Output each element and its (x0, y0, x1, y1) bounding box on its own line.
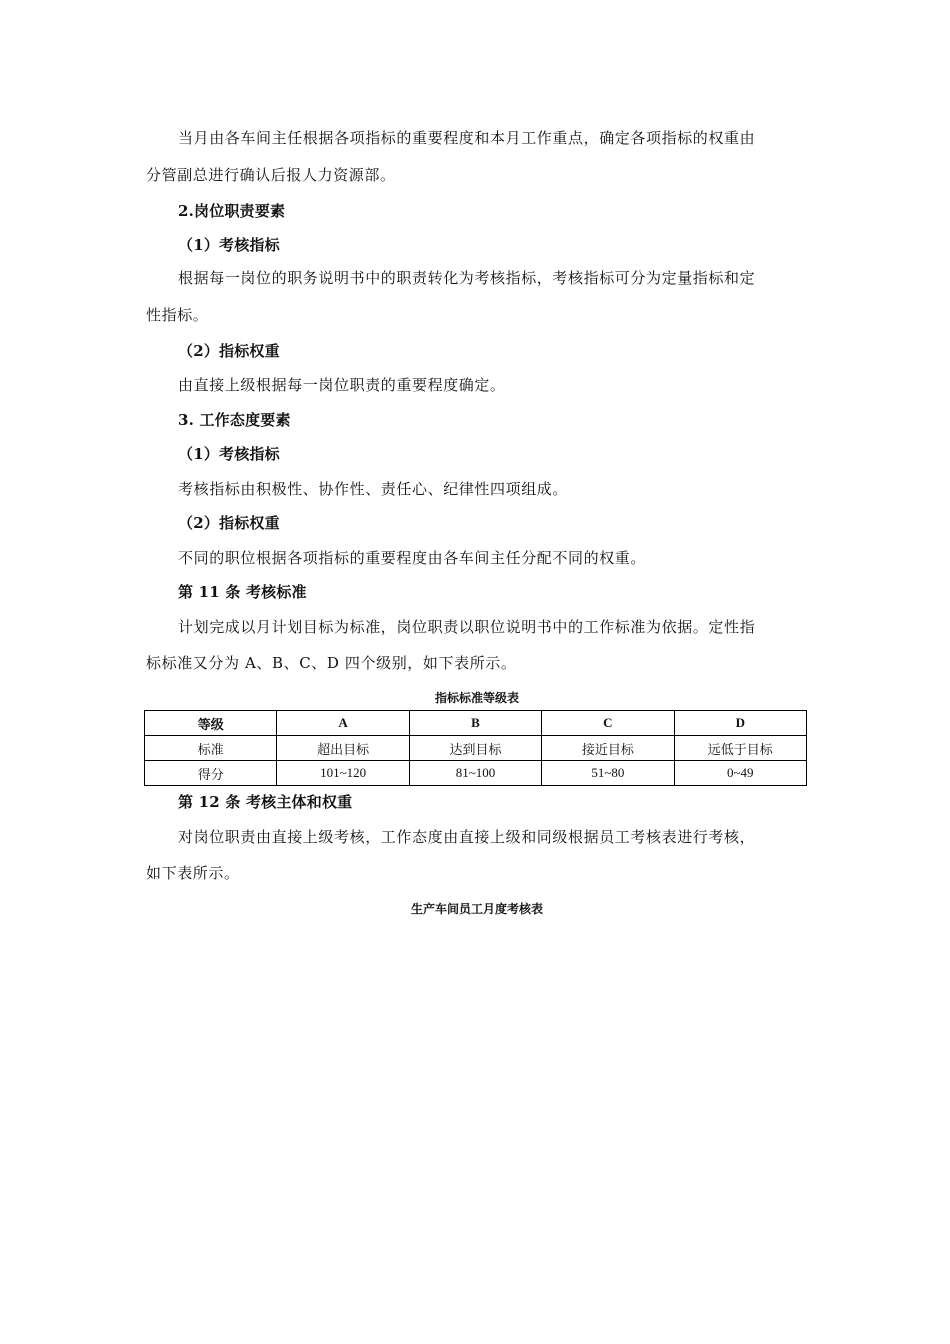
paragraph-line: 由直接上级根据每一岗位职责的重要程度确定。 (178, 376, 506, 394)
paragraph-line: 标标准又分为 A、B、C、D 四个级别，如下表所示。 (146, 654, 517, 672)
paragraph-line: 考核指标由积极性、协作性、责任心、纪律性四项组成。 (178, 480, 569, 498)
paragraph-line: 对岗位职责由直接上级考核，工作态度由直接上级和同级根据员工考核表进行考核， (178, 828, 756, 846)
table-header-row (145, 711, 807, 736)
paragraph-line: 分管副总进行确认后报人力资源部。 (146, 166, 396, 184)
paragraph-line: 当月由各车间主任根据各项指标的重要程度和本月工作重点，确定各项指标的权重由 (178, 129, 756, 147)
table-cell: 101~120 (277, 761, 409, 786)
table-caption: 指标标准等级表 (434, 691, 519, 705)
paragraph-line: 根据每一岗位的职务说明书中的职责转化为考核指标，考核指标可分为定量指标和定 (178, 269, 756, 287)
table-cell: 接近目标 (542, 736, 674, 761)
table-caption: 生产车间员工月度考核表 (410, 902, 543, 916)
header-cell: B (409, 711, 541, 736)
table-cell: 0~49 (674, 761, 806, 786)
subsection-heading: （2）指标权重 (178, 342, 280, 360)
table-cell: 51~80 (542, 761, 674, 786)
header-cell: 等级 (145, 711, 277, 736)
paragraph-line: 性指标。 (146, 306, 209, 324)
grade-table (144, 710, 807, 786)
table-row (145, 761, 807, 786)
table-cell: 远低于目标 (674, 736, 806, 761)
header-cell: A (277, 711, 409, 736)
header-cell: C (542, 711, 674, 736)
paragraph-line: 计划完成以月计划目标为标准，岗位职责以职位说明书中的工作标准为依据。定性指 (178, 618, 756, 636)
subsection-heading: （2）指标权重 (178, 514, 280, 532)
subsection-heading: （1）考核指标 (178, 445, 280, 463)
table-cell: 超出目标 (277, 736, 409, 761)
article-heading: 第 12 条 考核主体和权重 (178, 793, 353, 811)
paragraph-line: 如下表所示。 (146, 864, 240, 882)
table-cell: 达到目标 (409, 736, 541, 761)
table-cell: 标准 (145, 736, 277, 761)
subsection-heading: （1）考核指标 (178, 236, 280, 254)
table-row (145, 736, 807, 761)
section-heading: 3. 工作态度要素 (178, 411, 291, 429)
table-cell: 得分 (145, 761, 277, 786)
section-heading: 2.岗位职责要素 (178, 202, 286, 220)
article-heading: 第 11 条 考核标准 (178, 583, 307, 601)
header-cell: D (674, 711, 806, 736)
paragraph-line: 不同的职位根据各项指标的重要程度由各车间主任分配不同的权重。 (178, 549, 647, 567)
table-cell: 81~100 (409, 761, 541, 786)
